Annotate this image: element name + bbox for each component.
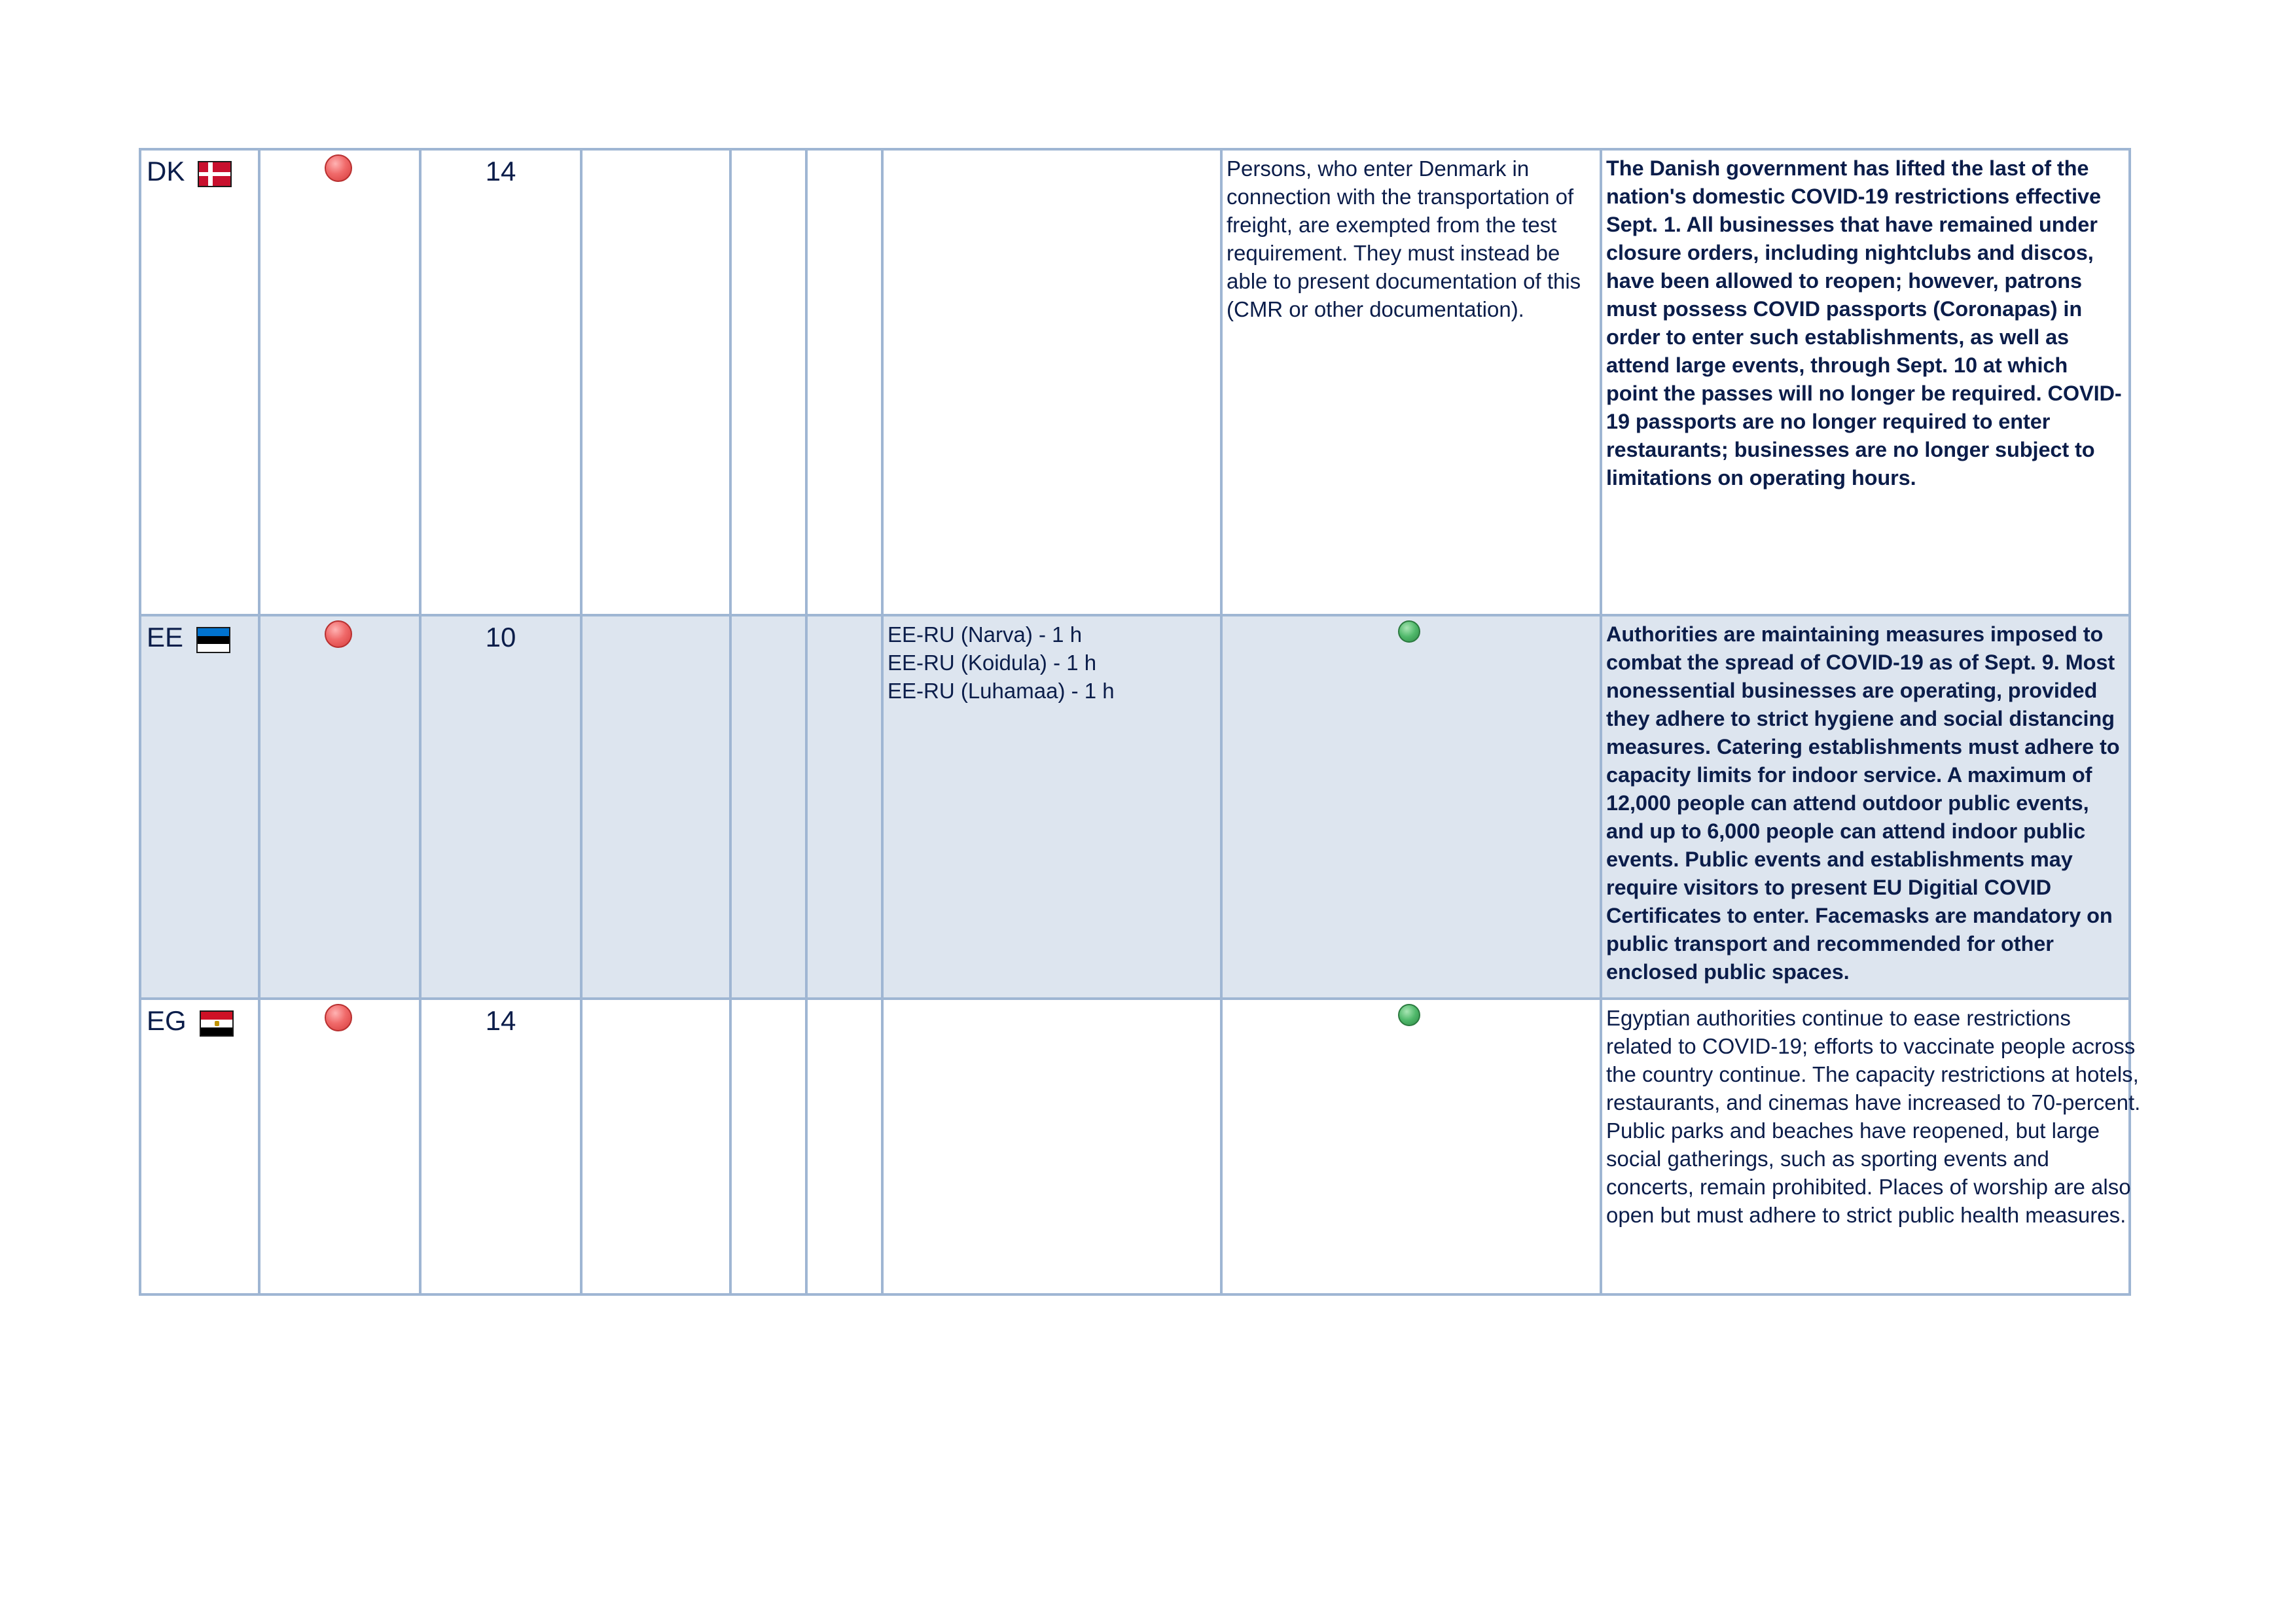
freight-note-line: connection with the transportation of: [1227, 185, 1574, 209]
green-status-dot-icon: [1398, 620, 1420, 643]
egypt-flag-icon: [200, 1010, 234, 1037]
freight-note-line: Persons, who enter Denmark in: [1227, 156, 1530, 181]
measures-line: The Danish government has lifted the last of the: [1606, 156, 2089, 180]
empty-cell: [581, 149, 730, 615]
table-row: [140, 149, 2130, 615]
measures-line: measures. Catering establishments must adhere to: [1606, 735, 2120, 758]
red-status-dot-icon: [325, 1004, 352, 1031]
measures-line: related to COVID-19; efforts to vaccinate people across: [1606, 1034, 2136, 1058]
freight-note-line: requirement. They must instead be: [1227, 241, 1560, 265]
measures-line: enclosed public spaces.: [1606, 960, 1850, 984]
freight-note-line: able to present documentation of this: [1227, 269, 1581, 293]
measures-line: public transport and recommended for other: [1606, 932, 2054, 955]
green-status-dot-icon: [1398, 1004, 1420, 1026]
table-row: [140, 615, 2130, 999]
empty-cell: [806, 999, 882, 1294]
measures-cell: [1601, 149, 2130, 615]
freight-note-line: freight, are exempted from the test: [1227, 213, 1557, 237]
measures-line: the country continue. The capacity restrictions at hotels,: [1606, 1062, 2139, 1086]
measures-line: Public parks and beaches have reopened, but large: [1606, 1118, 2100, 1143]
border-crossings-cell: [882, 149, 1221, 615]
measures-line: social gatherings, such as sporting events and: [1606, 1147, 2049, 1171]
measures-line: Egyptian authorities continue to ease restrictions: [1606, 1006, 2071, 1030]
measures-line: they adhere to strict hygiene and social distancing: [1606, 707, 2115, 730]
country-cell: [140, 999, 259, 1294]
number-cell: 14: [420, 149, 581, 615]
red-status-dot-icon: [325, 620, 352, 648]
measures-line: restaurants, and cinemas have increased to 70-percent.: [1606, 1090, 2141, 1115]
measures-line: require visitors to present EU Digitial COVID: [1606, 876, 2051, 899]
status-cell: [259, 999, 420, 1294]
measures-line: closure orders, including nightclubs and discos,: [1606, 241, 2094, 264]
measures-line: attend large events, through Sept. 10 at which: [1606, 353, 2068, 377]
empty-cell: [581, 999, 730, 1294]
measures-line: restaurants; businesses are no longer subject to: [1606, 438, 2095, 461]
empty-cell: [730, 615, 806, 999]
empty-cell: [581, 615, 730, 999]
measures-line: Sept. 1. All businesses that have remained under: [1606, 213, 2098, 236]
measures-line: capacity limits for indoor service. A maximum of: [1606, 763, 2092, 787]
estonia-flag-icon: [196, 627, 230, 653]
red-status-dot-icon: [325, 154, 352, 182]
country-cell: [140, 615, 259, 999]
measures-line: 19 passports are no longer required to enter: [1606, 410, 2051, 433]
measures-line: Certificates to enter. Facemasks are mandatory on: [1606, 904, 2113, 927]
measures-cell: [1601, 615, 2130, 999]
empty-cell: [806, 149, 882, 615]
measures-line: nation's domestic COVID-19 restrictions effective: [1606, 185, 2101, 208]
country-code: DK: [147, 156, 185, 187]
measures-line: point the passes will no longer be required. COVID-: [1606, 382, 2122, 405]
measures-line: Authorities are maintaining measures imposed to: [1606, 622, 2104, 646]
empty-cell: [730, 149, 806, 615]
freight-note-cell: [1221, 149, 1601, 615]
table-row: [140, 999, 2130, 1294]
border-crossing-line: EE-RU (Luhamaa) - 1 h: [888, 679, 1115, 703]
measures-line: 12,000 people can attend outdoor public events,: [1606, 791, 2089, 815]
measures-line: events. Public events and establishments may: [1606, 847, 2073, 871]
country-code: EE: [147, 622, 184, 652]
measures-line: concerts, remain prohibited. Places of worship are also: [1606, 1175, 2131, 1199]
denmark-flag-icon: [198, 161, 232, 187]
freight-note-cell: [1221, 999, 1601, 1294]
measures-line: open but must adhere to strict public health measures.: [1606, 1203, 2126, 1227]
country-cell: [140, 149, 259, 615]
measures-line: combat the spread of COVID-19 as of Sept. 9. Most: [1606, 651, 2115, 674]
status-cell: [259, 615, 420, 999]
freight-note-cell: [1221, 615, 1601, 999]
country-measures-table: [139, 148, 2141, 1296]
measures-line: have been allowed to reopen; however, patrons: [1606, 269, 2082, 293]
border-crossings-cell: [882, 999, 1221, 1294]
empty-cell: [806, 615, 882, 999]
measures-cell: [1601, 999, 2141, 1294]
number-cell: 14: [420, 999, 581, 1294]
border-crossing-line: EE-RU (Koidula) - 1 h: [888, 651, 1097, 675]
measures-line: limitations on operating hours.: [1606, 466, 1916, 490]
freight-note-line: (CMR or other documentation).: [1227, 297, 1524, 321]
country-code: EG: [147, 1005, 187, 1036]
measures-line: order to enter such establishments, as well as: [1606, 325, 2070, 349]
measures-line: must possess COVID passports (Coronapas) in: [1606, 297, 2083, 321]
border-crossings-cell: [882, 615, 1221, 999]
measures-line: nonessential businesses are operating, provided: [1606, 679, 2098, 702]
border-crossing-line: EE-RU (Narva) - 1 h: [888, 622, 1083, 647]
number-cell: 10: [420, 615, 581, 999]
status-cell: [259, 149, 420, 615]
empty-cell: [730, 999, 806, 1294]
measures-line: and up to 6,000 people can attend indoor public: [1606, 819, 2086, 843]
